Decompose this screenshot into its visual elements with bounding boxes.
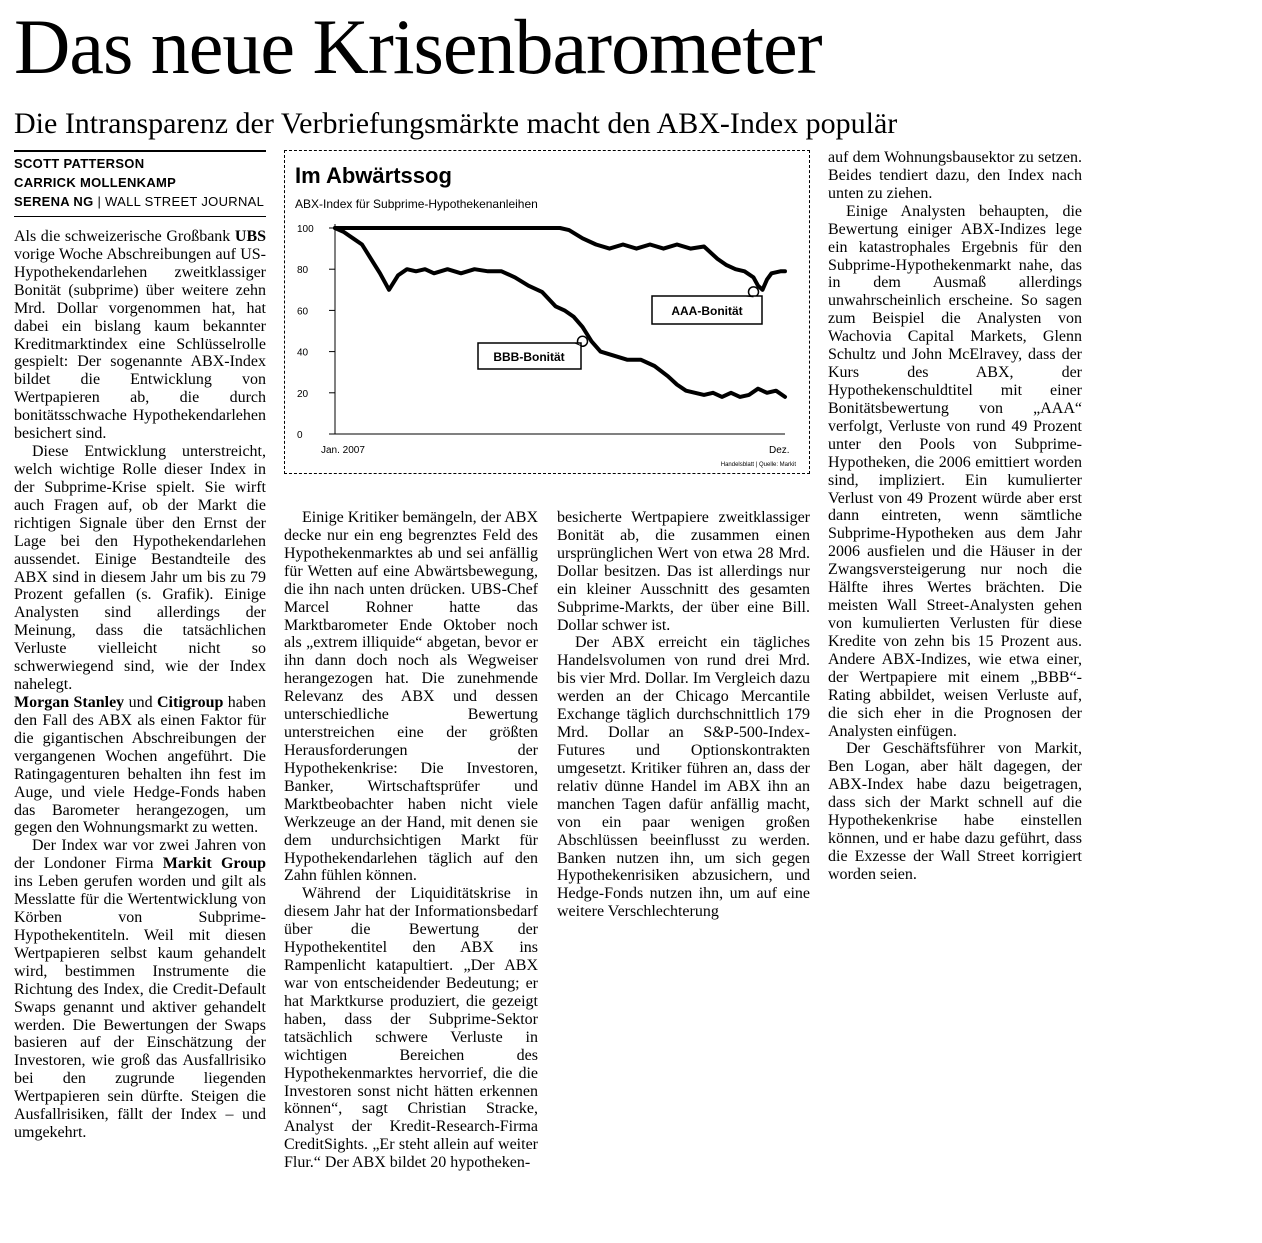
chart-source: Handelsblatt | Quelle: Markit [720,462,796,468]
paragraph: auf dem Wohnungsbausektor zu setzen. Beides tendiert dazu, den Index nach unten zu ziehen. [828,149,1082,202]
company-name: Morgan Stanley [14,693,125,711]
paragraph [14,228,266,443]
text-run: und [128,693,153,711]
subheadline: Die Intransparenz der Verbriefungsmärkte macht den ABX-Index populär [14,107,898,140]
paragraph: Der Geschäftsführer von Markit, Ben Logan, aber hält dagegen, der ABX-Index habe dazu beigetragen, dass sich der Markt schnell auf die Hypothekenkrise habe einstellen können, und er habe dazu geführt, dass die Exzesse der Wall Street korrigiert worden seien. [828,740,1082,883]
text-run: ins Leben gerufen worden und gilt als Messlatte für die Wertentwicklung von Körben von Subprime-Hypothekentiteln. Weil mit diesen Wertpapieren selbst kaum gehandelt wird, bestimmen Instrumente die Richtung des Index, die Credit-Default Swaps genannt und aktiver gehandelt werden. Die Bewertungen der Swaps basieren auf der Einschätzung der Investoren, wie groß das Ausfallrisiko bei den zugrunde liegenden Wertpapieren sein dürfte. Steigen die Ausfallrisiken, fällt der Index – und umgekehrt. [14,873,266,1142]
author-name: SCOTT PATTERSON [14,156,145,171]
company-name: Markit Group [162,855,266,873]
company-name: UBS [234,228,267,245]
article-column-4 [828,149,1082,884]
text-run: Der Index war vor zwei Jahren von der Londoner Firma [14,837,266,873]
paragraph: Der ABX erreicht ein tägliches Handelsvolumen von rund drei Mrd. bis vier Mrd. Dollar. Im Vergleich dazu werden an der Chicago Mercantile Exchange täglich durchschnittlich 179 Mrd. Dollar an S&P-500-Index-Futures und Optionskontrakten umgesetzt. Kritiker führen an, dass der relativ dünne Handel im ABX ihn an manchen Tagen dafür anfällig macht, von ein paar wenigen großen Abschlüssen beeinflusst zu werden. Banken nutzen ihn, um sich gegen Hypothekenrisiken abzusichern, und Hedge-Fonds nutzen ihn, um auf eine weitere Verschlechterung [557,634,810,921]
y-tick-label: 80 [297,265,309,277]
paragraph: Einige Analysten behaupten, die Bewertung einiger ABX-Indizes lege ein katastrophales Ergebnis für den Subprime-Hypothekenmarkt nahe, das in dem Ausmaß allerdings unwahrscheinlich erscheine. So sagen zum Beispiel die Analysten von Wachovia Capital Markets, Glenn Schultz und John McElravey, dass der Kurs des ABX, der Hypothekenschuldtitel mit einer Bonitätsbewertung von „AAA“ verfolgt, Verluste von rund 49 Prozent unter den Pools von Subprime-Hypotheken, die 2006 emittiert worden sind, impliziert. Ein kumulierter Verlust von 49 Prozent würde aber erst dann eintreten, wenn sämtliche Subprime-Hypotheken aus dem Jahr 2006 ausfielen und die Häuser in der Zwangsversteigerung nur noch die Hälfte ihres Wertes brächten. Die meisten Wall Street-Analysten gehen von kumulierten Verlusten für diese Kredite von zehn bis 15 Prozent aus. Andere ABX-Indizes, wie etwa einer, der Wertpapiere mit einem „BBB“-Rating abbildet, weisen Verluste auf, die sich eher in die Prognosen der Analysten einfügen. [828,202,1082,740]
article-column-2 [284,509,538,1172]
paragraph: Einige Kritiker bemängeln, der ABX decke nur ein eng begrenztes Feld des Hypothekenmarktes ab und sei anfällig für Wetten auf eine Abwärtsbewegung, die ihn nach unten drücken. UBS-Chef Marcel Rohner hatte das Marktbarometer Ende Oktober noch als „extrem illiquide“ abgetan, bevor er ihn dann doch noch als Wegweiser herangezogen hat. Die zunehmende Relevanz des ABX und dessen unterschiedliche Bewertung unterstreichen eine der größten Herausforderungen der Hypothekenkrise: Die Investoren, Banker, Wirtschaftsprüfer und Marktbeobachter haben nicht viele Werkzeuge an der Hand, mit denen sie dem undurchsichtigen Markt für Hypothekendarlehen täglich auf den Zahn fühlen können. [284,509,538,885]
text-run: vorige Woche Abschreibungen auf US-Hypothekendarlehen zweitklassiger Bonität (subprime) über weitere zehn Mrd. Dollar vorgenommen hat, hat dabei ein bislang kaum bekannter Kreditmarktindex eine Schlüsselrolle gespielt: Der sogenannte ABX-Index bildet die Entwicklung von Wertpapieren ab, die durch bonitätsschwache Hypothekendarlehen besichert sind. [14,245,266,443]
byline-separator: | [97,194,102,209]
paragraph: Während der Liquiditätskrise in diesem Jahr hat der Informationsbedarf über die Bewertung der Hypothekentitel den ABX ins Rampenlicht katapultiert. „Der ABX war von entscheidender Bedeutung; er hat Marktkurse produziert, die gezeigt haben, dass der Subprime-Sektor tatsächlich schwere Verluste in wichtigen Bereichen des Hypothekenmarktes hervorrief, die die Investoren sonst nicht hätten erkennen können“, sagt Christian Stracke, Analyst der Kredit-Research-Firma CreditSights. „Er steht allein auf weiter Flur.“ Der ABX bildet 20 hypotheken- [284,885,538,1172]
byline-rule [14,216,266,217]
aaa-callout-label: AAA-Bonität [671,304,743,318]
y-tick-label: 100 [297,224,314,235]
bbb-callout-label: BBB-Bonität [493,350,565,364]
paragraph [14,694,266,837]
author-name: CARRICK MOLLENKAMP [14,175,177,190]
text-run: Als die schweizerische Großbank [14,228,231,245]
paragraph [14,837,266,1142]
headline: Das neue Krisenbarometer [14,3,822,90]
x-tick-start: Jan. 2007 [321,445,365,456]
byline [14,150,266,211]
publication-name: WALL STREET JOURNAL [105,194,265,209]
paragraph: Diese Entwicklung unterstreicht, welch wichtige Rolle dieser Index in der Subprime-Krise spielt. Sie wirft auch Fragen auf, ob der Markt die richtigen Signale über den Ernst der Lage bei den Hypothekendarlehen aussendet. Einige Bestandteile des ABX sind in diesem Jahr um bis zu 79 Prozent gefallen (s. Grafik). Einige Analysten sind allerdings der Meinung, dass die tatsächlichen Verluste vielleicht nicht so schwerwiegend sind, wie der Index nahelegt. [14,443,266,694]
y-tick-label: 20 [297,388,309,400]
author-publication-line [14,192,266,211]
y-tick-label: 60 [297,306,309,318]
y-tick-label: 0 [297,430,303,441]
abx-chart [284,150,810,474]
chart-title: Im Abwärtssog [295,163,452,188]
article-column-3 [557,509,810,921]
article-column-1 [14,228,266,1142]
aaa-series-line [335,228,785,290]
company-name: Citigroup [157,693,224,711]
paragraph: besicherte Wertpapiere zweitklassiger Bonität ab, die zusammen einen ursprünglichen Wert von etwa 28 Mrd. Dollar besitzen. Das ist allerdings nur ein kleiner Ausschnitt des gesamten Subprime-Markts, der über eine Bill. Dollar schwer ist. [557,509,810,634]
y-tick-label: 40 [297,347,309,359]
text-run: haben den Fall des ABX als einen Faktor für die gigantischen Abschreibungen der vergangenen Wochen angeführt. Die Ratingagenturen behalten ihn fest im Auge, und viele Hedge-Fonds haben das Barometer herangezogen, um gegen den Wohnungsmarkt zu wetten. [14,693,266,837]
chart-canvas [285,151,809,473]
chart-subtitle: ABX-Index für Subprime-Hypothekenanleihen [295,197,538,211]
x-tick-end: Dez. [769,445,790,456]
author-name: SERENA NG [14,194,94,209]
